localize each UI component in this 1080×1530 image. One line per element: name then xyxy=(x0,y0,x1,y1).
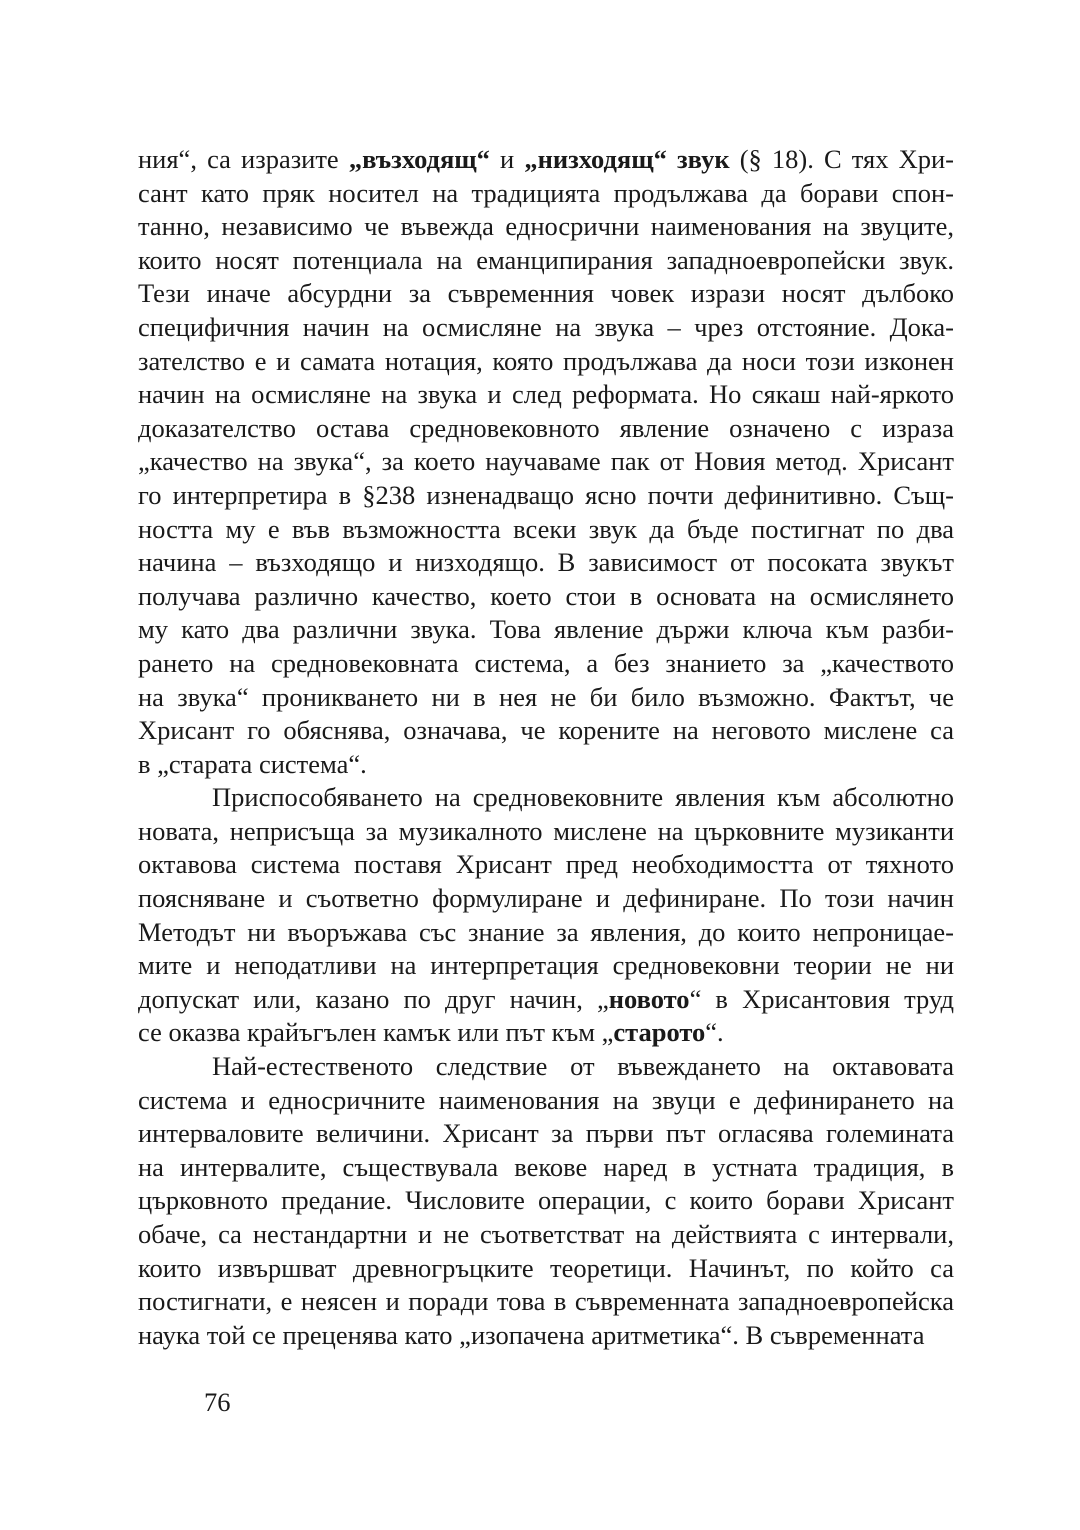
text-segment: които извършват древногръцките теоретици. Начинът, по който са xyxy=(138,1252,954,1283)
text-segment: интерваловите величини. Хрисант за първи път огласява големината xyxy=(138,1118,954,1149)
text-line xyxy=(138,513,954,547)
text-segment: поясняване и съответно формулиране и дефиниране. По този начин xyxy=(138,883,954,914)
text-line xyxy=(138,1252,954,1286)
text-segment: обаче, са нестандартни и не съответстват на действията с интервали, xyxy=(138,1219,954,1249)
text-line xyxy=(138,916,954,950)
text-segment: на интервалите, съществувала векове наред в устната традиция, в xyxy=(138,1151,954,1182)
body-text xyxy=(138,143,954,1352)
text-segment: “ в Хрисантовия труд xyxy=(689,983,955,1014)
text-line xyxy=(138,983,954,1017)
paragraph xyxy=(138,781,954,1050)
bold-term: „низходящ“ звук xyxy=(524,144,730,174)
bold-term: „възходящ“ xyxy=(348,144,490,174)
text-line xyxy=(138,311,954,345)
text-segment: доказателство остава средновековното явление означено с израза xyxy=(138,412,954,443)
bold-term: старото xyxy=(613,1017,706,1048)
text-line xyxy=(138,1084,954,1118)
text-segment: ния“, са изразите xyxy=(138,144,349,174)
text-segment: ността му е във възможността всеки звук да бъде постигнат по два xyxy=(138,513,954,544)
text-line xyxy=(138,580,954,614)
text-line xyxy=(138,1117,954,1151)
text-line xyxy=(138,815,954,849)
text-segment: наука той се преценява като „изопачена аритметика“. В съвременната xyxy=(138,1319,925,1350)
text-line xyxy=(138,848,954,882)
text-line xyxy=(138,345,954,379)
text-segment: рането на средновековната система, а без знанието за „качеството xyxy=(138,647,954,678)
text-line xyxy=(138,1184,954,1218)
text-segment: Приспособяването на средновековните явления към абсолютно xyxy=(212,782,954,813)
text-line xyxy=(138,1285,954,1319)
text-line xyxy=(138,210,954,244)
text-line xyxy=(138,781,954,815)
text-line xyxy=(138,177,954,211)
text-line xyxy=(138,647,954,681)
text-line xyxy=(138,681,954,715)
text-segment: му като два различни звука. Това явление държи ключа към разби- xyxy=(138,614,954,645)
text-segment: „качество на звука“, за което научаваме пак от Новия метод. Хрисант xyxy=(138,446,954,477)
text-segment: се оказва крайъгълен камък или път към „ xyxy=(138,1017,614,1048)
text-segment: система и едносричните наименования на звуци е дефинирането на xyxy=(138,1084,954,1115)
text-line xyxy=(138,949,954,983)
text-segment: Тези иначе абсурдни за съвременния човек изрази носят дълбоко xyxy=(138,278,954,309)
text-segment: танно, независимо че въвежда едносрични наименования на звуците, xyxy=(138,211,954,242)
text-line xyxy=(138,546,954,580)
text-segment: допускат или, казано по друг начин, „ xyxy=(138,983,609,1014)
text-line xyxy=(138,714,954,748)
text-line xyxy=(138,277,954,311)
text-segment: специфичния начин на осмисляне на звука – чрез отстояние. Дока- xyxy=(138,311,954,342)
text-segment: новата, неприсъща за музикалното мислене на църковните музиканти xyxy=(138,815,954,846)
text-line xyxy=(138,1016,954,1050)
text-segment: в „старата система“. xyxy=(138,748,367,779)
text-line xyxy=(138,882,954,916)
text-line xyxy=(138,378,954,412)
text-line xyxy=(138,1151,954,1185)
text-line xyxy=(138,1319,954,1353)
text-segment: мите и неподатливи на интерпретация средновековни теории не ни xyxy=(138,950,954,981)
text-segment: начина – възходящо и низходящо. В зависимост от посоката звукът xyxy=(138,547,954,578)
text-line xyxy=(138,1050,954,1084)
text-segment: получава различно качество, което стои в основата на осмислянето xyxy=(138,580,954,611)
text-segment: които носят потенциала на еманципирания западноевропейски звук. xyxy=(138,244,954,275)
text-segment: октавова система поставя Хрисант пред необходимостта от тяхното xyxy=(138,849,954,880)
text-segment: Методът ни въоръжава със знание за явления, до които непроницае- xyxy=(138,916,954,947)
text-line xyxy=(138,479,954,513)
text-line xyxy=(138,613,954,647)
text-segment: го интерпретира в §238 изненадващо ясно почти дефинитивно. Същ- xyxy=(138,479,954,510)
text-segment: сант като пряк носител на традицията продължава да борави спон- xyxy=(138,177,954,208)
paragraph xyxy=(138,143,954,781)
text-segment: зателство е и самата нотация, която продължава да носи този изконен xyxy=(138,345,954,376)
text-line xyxy=(138,445,954,479)
text-segment: постигнати, е неясен и поради това в съвременната западноевропейска xyxy=(138,1286,954,1317)
text-line xyxy=(138,748,954,782)
text-line xyxy=(138,143,954,177)
text-segment: църковното предание. Числовите операции, с които борави Хрисант xyxy=(138,1185,954,1216)
text-segment: на звука“ проникването ни в нея не би било възможно. Фактът, че xyxy=(138,681,954,712)
text-line xyxy=(138,244,954,278)
text-line xyxy=(138,1218,954,1252)
text-line xyxy=(138,412,954,446)
text-segment: Хрисант го обяснява, означава, че корените на неговото мислене са xyxy=(138,715,954,746)
text-segment: и xyxy=(489,144,525,174)
text-segment: “. xyxy=(705,1017,724,1048)
bold-term: новото xyxy=(608,983,690,1014)
paragraph xyxy=(138,1050,954,1352)
text-segment: Най-естественото следствие от въвеждането на октавовата xyxy=(212,1051,954,1082)
page-number: 76 xyxy=(204,1387,231,1417)
text-segment: (§ 18). С тях Хри- xyxy=(729,144,954,174)
text-segment: начин на осмисляне на звука и след реформата. Но сякаш най-яркото xyxy=(138,379,954,410)
